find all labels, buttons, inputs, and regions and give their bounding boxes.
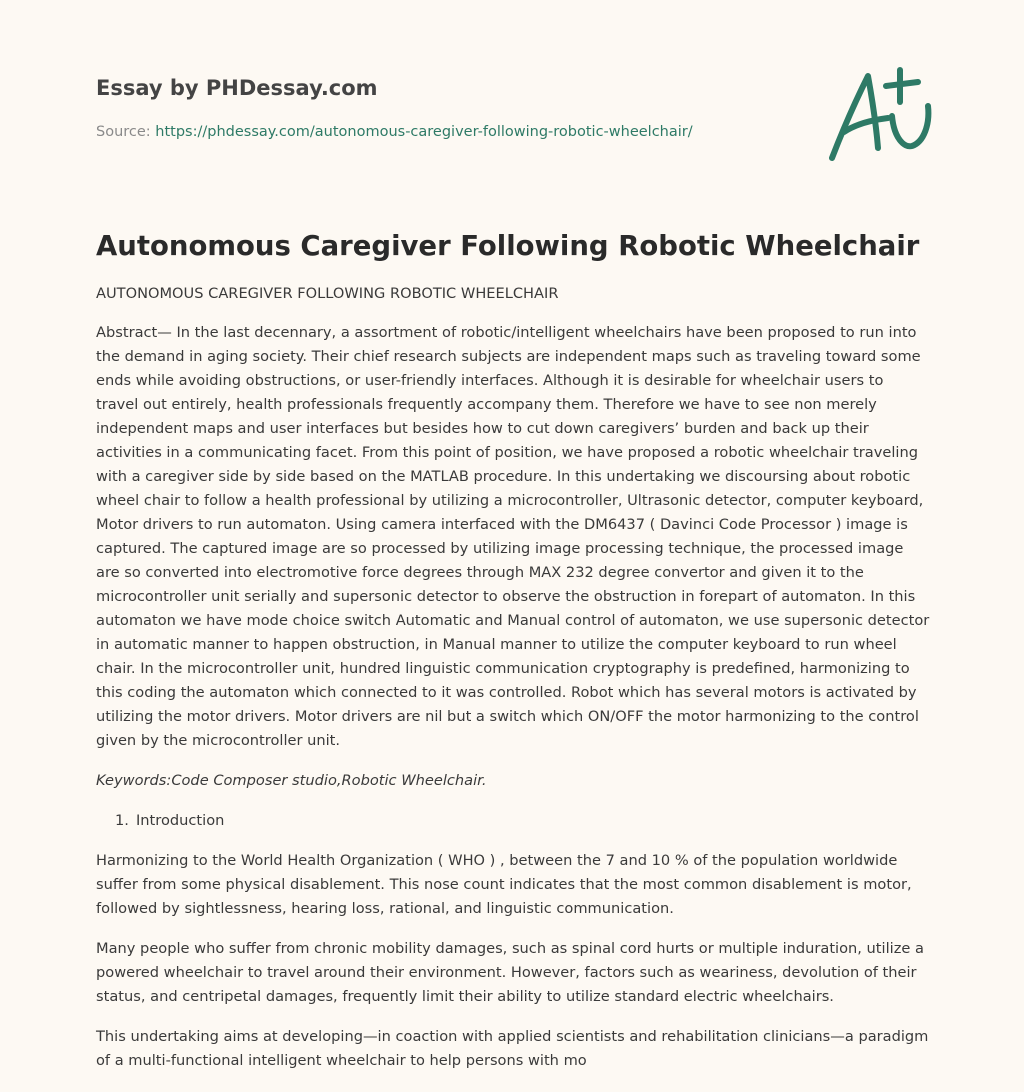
site-brand: Essay by PHDessay.com	[96, 76, 378, 100]
intro-number: 1.	[115, 812, 129, 829]
uppercase-title: AUTONOMOUS CAREGIVER FOLLOWING ROBOTIC WHEELCHAIR	[96, 285, 559, 302]
article-title: Autonomous Caregiver Following Robotic Wheelchair	[96, 230, 920, 262]
abstract-paragraph: Abstract— In the last decennary, a assortment of robotic/intelligent wheelchairs have been proposed to run into the demand in aging society. Their chief research subjects are independent maps such as traveling toward some ends while avoiding obstructions, or user-friendly interfaces. Although it is desirable for wheelchair users to travel out entirely, health professionals frequently accompany them. Therefore we have to see non merely independent maps and user interfaces but besides how to cut down caregivers’ burden and back up their activities in a communicating facet. From this point of position, we have proposed a robotic wheelchair traveling with a caregiver side by side based on the MATLAB procedure. In this undertaking we discoursing about robotic wheel chair to follow a health professional by utilizing a microcontroller, Ultrasonic detector, computer keyboard, Motor drivers to run automaton. Using camera interfaced with the DM6437 ( Davinci Code Processor ) image is captured. The captured image are so processed by utilizing image processing technique, the processed image are so converted into electromotive force degrees through MAX 232 degree convertor and given it to the microcontroller unit serially and supersonic detector to observe the obstruction in forepart of automaton. In this automaton we have mode choice switch Automatic and Manual control of automaton, we use supersonic detector in automatic manner to happen obstruction, in Manual manner to utilize the computer keyboard to run wheel chair. In the microcontroller unit, hundred linguistic communication cryptography is predefined, harmonizing to this coding the automaton which connected to it was controlled. Robot which has several motors is activated by utilizing the motor drivers. Motor drivers are nil but a switch which ON/OFF the motor harmonizing to the control given by the microcontroller unit.	[96, 324, 930, 749]
paragraph-who: Harmonizing to the World Health Organization ( WHO ) , between the 7 and 10 % of the population worldwide suffer from some physical disablement. This nose count indicates that the most common disablement is motor, followed by sightlessness, hearing loss, rational, and linguistic communication.	[96, 852, 912, 917]
intro-label: Introduction	[136, 812, 225, 829]
source-link[interactable]: https://phdessay.com/autonomous-caregiver-following-robotic-wheelchair/	[155, 124, 693, 140]
source-line	[96, 124, 693, 140]
keywords-line: Keywords:Code Composer studio,Robotic Wheelchair.	[96, 772, 487, 789]
paragraph-undertaking: This undertaking aims at developing—in coaction with applied scientists and rehabilitation clinicians—a paradigm of a multi-functional intelligent wheelchair to help persons with mo	[96, 1028, 929, 1069]
source-label: Source:	[96, 124, 151, 140]
paragraph-mobility: Many people who suffer from chronic mobility damages, such as spinal cord hurts or multiple induration, utilize a powered wheelchair to travel around their environment. However, factors such as weariness, devolution of their status, and centripetal damages, frequently limit their ability to utilize standard electric wheelchairs.	[96, 940, 924, 1005]
article-body	[96, 282, 930, 1073]
page-header	[96, 0, 930, 200]
introduction-heading	[96, 809, 930, 833]
a-plus-logo-icon	[820, 62, 940, 172]
